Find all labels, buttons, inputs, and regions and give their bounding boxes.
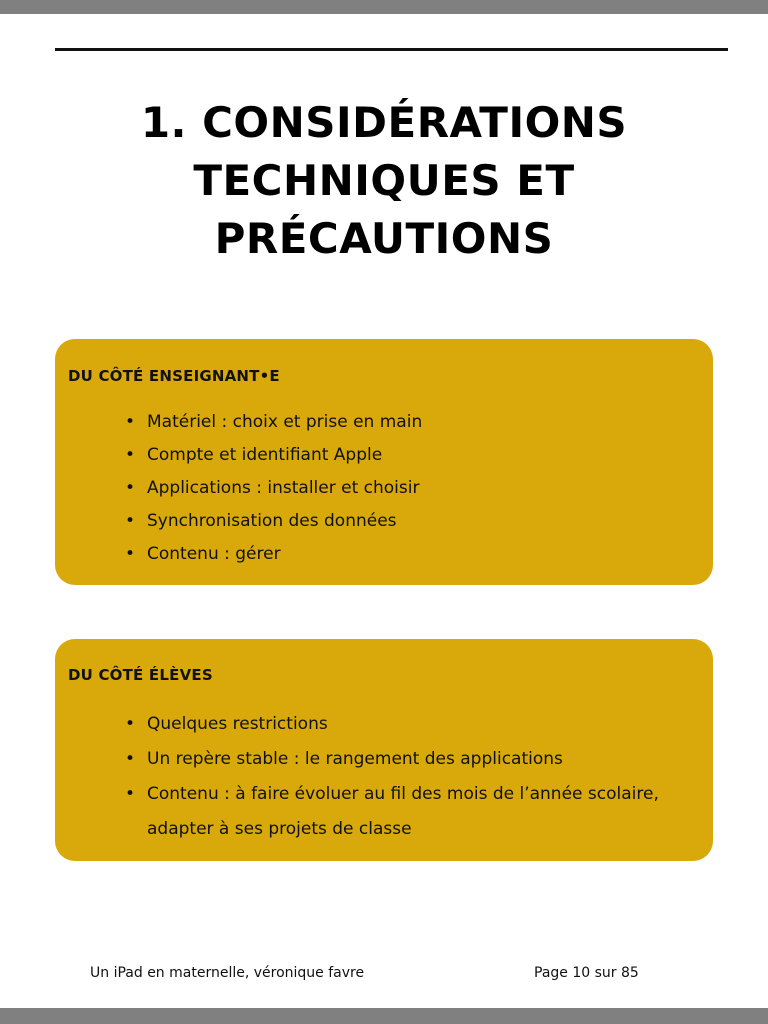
footer-document-title: Un iPad en maternelle, véronique favre <box>90 965 365 981</box>
page-title <box>0 94 768 268</box>
list-item: • Applications : installer et choisir <box>125 472 683 505</box>
footer-page-number: Page 10 sur 85 <box>534 965 639 981</box>
page-title-line-2: TECHNIQUES ET <box>193 156 575 205</box>
top-chrome-bar <box>0 0 768 14</box>
list-item: • Matériel : choix et prise en main <box>125 406 683 439</box>
list-item: • Contenu : gérer <box>125 538 683 571</box>
teacher-section-heading: DU CÔTÉ ENSEIGNANT•E <box>68 367 280 385</box>
teacher-section-list <box>125 406 683 571</box>
list-item: • Un repère stable : le rangement des applications <box>125 742 683 777</box>
students-section-list <box>125 707 683 847</box>
list-item: • Quelques restrictions <box>125 707 683 742</box>
page-title-line-3: PRÉCAUTIONS <box>214 214 554 263</box>
bottom-chrome-bar <box>0 1008 768 1024</box>
page-title-line-1: 1. CONSIDÉRATIONS <box>140 98 628 147</box>
students-section-card <box>55 639 713 861</box>
list-item: • Compte et identifiant Apple <box>125 439 683 472</box>
teacher-section-card <box>55 339 713 585</box>
students-section-heading: DU CÔTÉ ÉLÈVES <box>68 666 213 684</box>
list-item: • Contenu : à faire évoluer au fil des mois de l’année scolaire, adapter à ses projets de classe <box>125 777 683 847</box>
list-item: • Synchronisation des données <box>125 505 683 538</box>
header-rule <box>55 48 728 51</box>
